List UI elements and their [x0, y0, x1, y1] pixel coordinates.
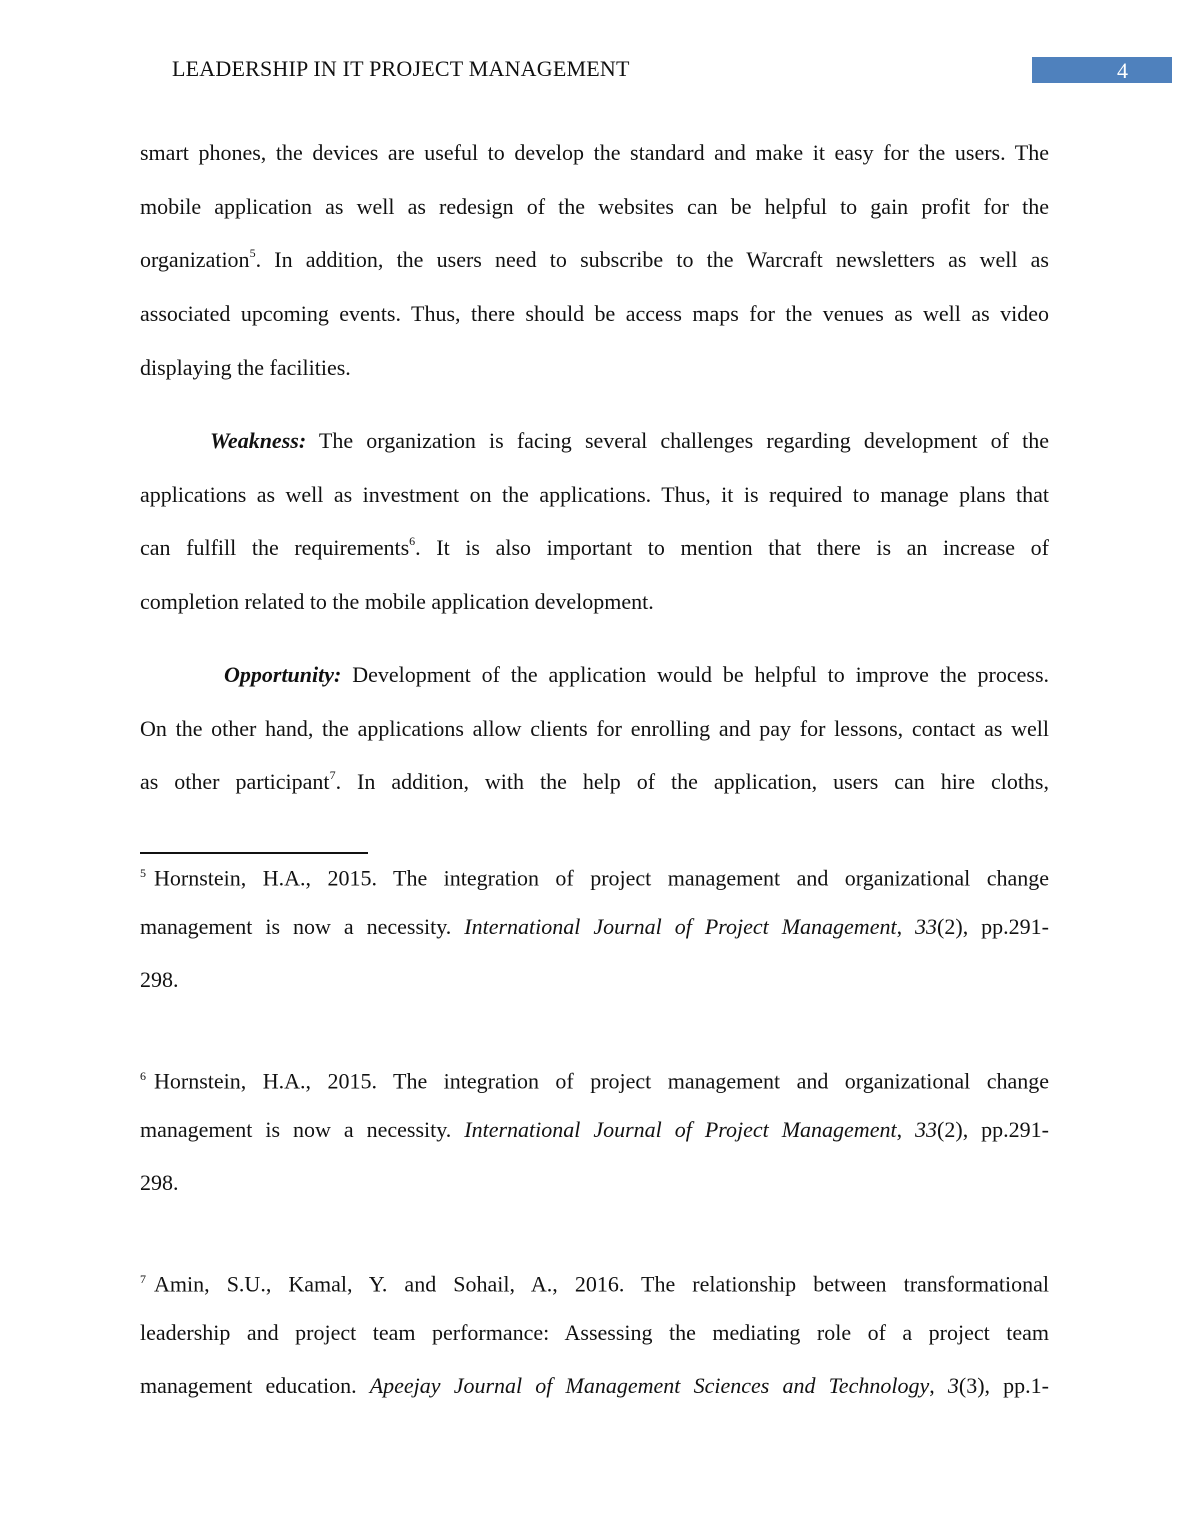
footnote-line: management is now a necessity. International Journal of Project Management, 33(2), pp.291-: [140, 913, 1049, 939]
journal-title: Apeejay Journal of Management Sciences and Technology: [369, 1373, 930, 1399]
text-line: as other participant$^7$. In addition, with the help of the application, users can hire cloths,: [140, 768, 1049, 795]
text-line: Opportunity: Development of the application would be helpful to improve the process.: [224, 662, 1049, 687]
footnote-line: 298.: [140, 1170, 179, 1196]
text-line: mobile application as well as redesign of the websites can be helpful to gain profit for the: [140, 193, 1049, 219]
footnote-separator: [140, 852, 368, 854]
footnote-ref-6: 6: [409, 534, 416, 549]
paragraph-intro: [140, 140, 1049, 408]
opportunity-label: Opportunity:: [224, 662, 342, 687]
running-header: LEADERSHIP IN IT PROJECT MANAGEMENT: [172, 56, 630, 81]
footnote-line: 298.: [140, 967, 179, 993]
page-number: 4: [1117, 58, 1128, 83]
text-line: Weakness: The organization is facing several challenges regarding development of the: [210, 428, 1049, 453]
weakness-label: Weakness:: [210, 428, 307, 453]
journal-title: International Journal of Project Management: [464, 1116, 897, 1142]
footnote-number: 6: [140, 1069, 146, 1083]
footnote-line: management education. Apeejay Journal of Management Sciences and Technology, 3(3), pp.1-: [140, 1373, 1050, 1399]
text-line: completion related to the mobile application development.: [140, 589, 654, 615]
text-line: On the other hand, the applications allow clients for enrolling and pay for lessons, contact as well: [140, 715, 1049, 741]
journal-title: International Journal of Project Management: [464, 913, 897, 939]
paragraph-weakness: [140, 428, 1049, 643]
volume: 33: [915, 1116, 938, 1142]
page-number-box: [1032, 57, 1172, 83]
text-line: organization$^5$. In addition, the users need to subscribe to the Warcraft newsletters as well as: [140, 246, 1049, 273]
footnote-5: [140, 860, 1049, 1021]
footnote-line: leadership and project team performance: Assessing the mediating role of a project team: [140, 1319, 1049, 1345]
text-line: smart phones, the devices are useful to develop the standard and make it easy for the users. The: [140, 140, 1049, 165]
text-line: applications as well as investment on the applications. Thus, it is required to manage plans that: [140, 481, 1049, 507]
volume: 33: [915, 913, 938, 939]
footnote-number: 7: [140, 1272, 146, 1286]
volume: 3: [947, 1373, 959, 1399]
footnote-line: $^5$ Hornstein, H.A., 2015. The integration of project management and organizational change: [140, 865, 1049, 891]
footnote-6: [140, 1063, 1049, 1224]
paragraph-opportunity: [140, 662, 1049, 823]
footnote-line: management is now a necessity. International Journal of Project Management, 33(2), pp.291-: [140, 1116, 1049, 1142]
footnote-number: 5: [140, 866, 146, 880]
footnote-line: $^7$ Amin, S.U., Kamal, Y. and Sohail, A., 2016. The relationship between transformational: [140, 1271, 1049, 1297]
footnote-ref-7: 7: [329, 768, 336, 783]
text-line: can fulfill the requirements$^6$. It is also important to mention that there is an increase of: [140, 534, 1049, 561]
text-line: associated upcoming events. Thus, there should be access maps for the venues as well as video: [140, 301, 1049, 327]
text-line: displaying the facilities.: [140, 354, 351, 380]
footnote-ref-5: 5: [249, 246, 256, 261]
footnote-7: [140, 1266, 1049, 1427]
footnote-line: $^6$ Hornstein, H.A., 2015. The integration of project management and organizational change: [140, 1068, 1049, 1094]
